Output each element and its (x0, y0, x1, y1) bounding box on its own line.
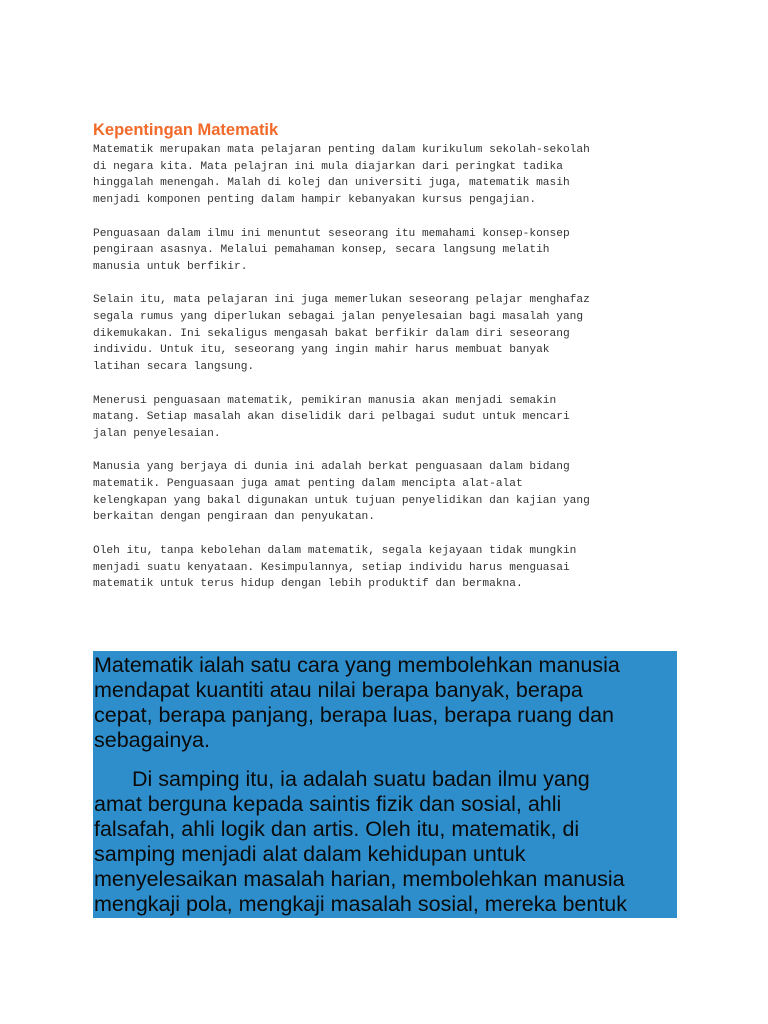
article-paragraph-3: Selain itu, mata pelajaran ini juga memerlukan seseorang pelajar menghafaz segala rumus yang diperlukan sebagai jalan penyelesaian bagi masalah yang dikemukakan. Ini sekaligus mengasah bakat berfikir dalam diri seseorang individu. Untuk itu, seseorang yang ingin mahir harus membuat banyak latihan secara langsung. (93, 294, 590, 374)
article-paragraph-4: Menerusi penguasaan matematik, pemikiran manusia akan menjadi semakin matang. Setiap masalah akan diselidik dari pelbagai sudut untuk mencari jalan penyelesaian. (93, 394, 570, 440)
article-paragraph-1: Matematik merupakan mata pelajaran penting dalam kurikulum sekolah-sekolah di negara kita. Mata pelajran ini mula diajarkan dari peringkat tadika hinggalah menengah. Malah di kolej dan universiti juga, matematik masih menjadi komponen penting dalam hampir kebanyakan kursus pengajian. (93, 144, 590, 207)
highlight-paragraph-2 (94, 767, 677, 917)
article-paragraph-2: Penguasaan dalam ilmu ini menuntut seseorang itu memahami konsep-konsep pengiraan asasnya. Melalui pemahaman konsep, secara langsung melatih manusia untuk berfikir. (93, 227, 570, 273)
article-paragraph-6: Oleh itu, tanpa kebolehan dalam matematik, segala kejayaan tidak mungkin menjadi suatu kenyataan. Kesimpulannya, setiap individu harus menguasai matematik untuk terus hidup dengan lebih produktif dan bermakna. (93, 544, 577, 591)
article-heading: Kepentingan Matematik (93, 121, 279, 139)
article-paragraph-5: Manusia yang berjaya di dunia ini adalah berkat penguasaan dalam bidang matematik. Penguasaan juga amat penting dalam mencipta alat-alat kelengkapan yang bakal digunakan untuk tujuan penyelidikan dan kajian yang berkaitan dengan pengiraan dan penyukatan. (93, 461, 590, 524)
highlight-paragraph-2-text: Di samping itu, ia adalah suatu badan ilmu yang amat berguna kepada saintis fizik dan sosial, ahli falsafah, ahli logik dan artis. Oleh itu, matematik, di samping menjadi alat dalam kehidupan untuk menyelesaikan masalah harian, membolehkan manusia mengkaji pola, mengkaji masalah sosial, mereka bentuk (94, 767, 627, 916)
highlight-box (93, 651, 677, 918)
article-body (93, 142, 693, 610)
highlight-paragraph-1: Matematik ialah satu cara yang membolehkan manusia mendapat kuantiti atau nilai berapa banyak, berapa cepat, berapa panjang, berapa luas, berapa ruang dan sebagainya. (94, 653, 620, 752)
